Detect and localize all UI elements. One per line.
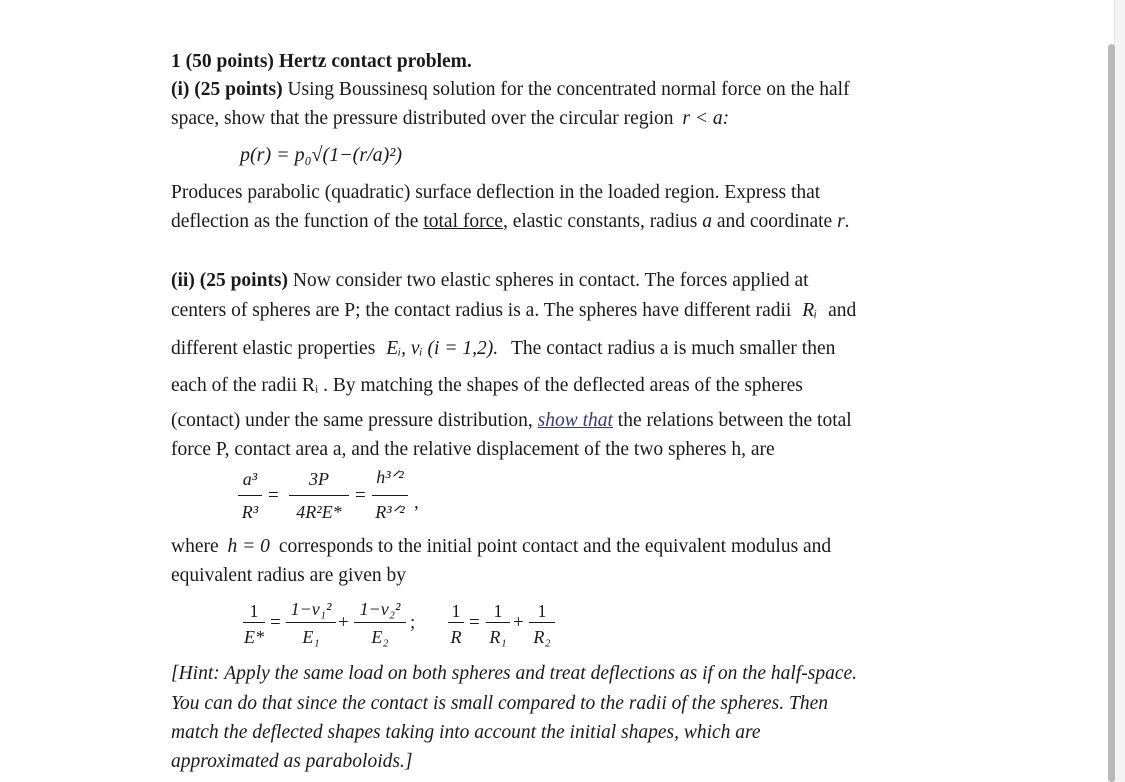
eq1-num-1: a³ [242, 469, 258, 489]
eq2-num-6: 1 [537, 601, 547, 621]
part2-line7 [171, 537, 831, 557]
eq2-den-1: E* [244, 627, 264, 647]
part2-line3 [171, 339, 835, 359]
text-span: . [844, 211, 850, 232]
part1-text-2: space, show that the pressure distributed over the circular region [171, 108, 674, 129]
eq2-den-3: E₂ [371, 627, 389, 647]
text-span: The contact radius a is much smaller then [511, 338, 836, 359]
part2-text-1: Now consider two elastic spheres in contact. The forces applied at [292, 270, 809, 291]
eq2-den-5: R₁ [489, 627, 507, 647]
eq2-num-4: 1 [451, 601, 461, 621]
part1-line2 [171, 109, 729, 129]
text-span: , elastic constants, radius [502, 211, 703, 232]
eq2-bar-1 [243, 622, 265, 623]
eq2-plus-2: + [513, 612, 524, 633]
part1-label: (i) (25 points) [171, 79, 283, 100]
part1-text-1: Using Boussinesq solution for the concentrated normal force on the half [287, 79, 850, 100]
part2-line6: force P, contact area a, and the relative displacement of the two spheres h, are [171, 439, 775, 460]
region-condition: r < a: [682, 108, 730, 129]
total-force-underlined: total force [423, 211, 503, 232]
text-span: deflection as the function of the [171, 211, 424, 232]
h-zero: h = 0 [227, 536, 270, 557]
viewer-edge [1114, 0, 1125, 782]
part2-text-2: centers of spheres are P; the contact radius is a. The spheres have different radii [171, 300, 792, 321]
eq2-den-6: R₂ [533, 627, 551, 647]
text-span: (contact) under the same pressure distribution, [171, 410, 538, 431]
hint-line-1: [Hint: Apply the same load on both spheres and treat deflections as if on the half-space. [171, 663, 858, 684]
eq2-bar-5 [486, 622, 510, 623]
part1-line1 [171, 80, 850, 100]
eq1-equals-2: = [355, 485, 366, 506]
problem-number: 1 (50 points) [171, 51, 274, 72]
eq2-equals-1: = [270, 612, 281, 633]
hint-line-3: match the deflected shapes taking into account the initial shapes, which are [171, 722, 761, 743]
part2-label: (ii) (25 points) [171, 270, 288, 291]
part2-text-3: different elastic properties [171, 338, 376, 359]
show-that-underlined: show that [537, 410, 613, 431]
text-span: where [171, 536, 219, 557]
eq1-equals-1: = [268, 485, 279, 506]
eq1-num-2: 3P [309, 469, 329, 489]
part2-line1 [171, 271, 809, 291]
part1-line3: Produces parabolic (quadratic) surface deflection in the loaded region. Express that [171, 182, 821, 203]
eq2-bar-4 [448, 622, 464, 623]
text-span: the relations between the total [612, 410, 852, 431]
eq1-bar-3 [372, 495, 408, 496]
eq2-den-4: R [450, 627, 462, 647]
eq2-num-5: 1 [493, 601, 503, 621]
eq2-plus-1: + [338, 612, 349, 633]
problem-title: Hertz contact problem. [278, 51, 472, 72]
eq1-bar-1 [238, 495, 262, 496]
eq1-comma: , [414, 492, 419, 513]
eq2-bar-2 [286, 622, 336, 623]
eq2-equals-2: = [469, 612, 480, 633]
eq1-den-1: R³ [241, 502, 259, 522]
part1-line4 [171, 212, 850, 232]
eq1-den-2: 4R²E* [296, 502, 342, 522]
eq2-num-1: 1 [249, 601, 259, 621]
eq2-den-2: E₁ [302, 627, 320, 647]
eq2-semicolon: ; [410, 612, 416, 633]
eq2-bar-3 [354, 622, 406, 623]
eq2-num-2: 1−ν₁² [290, 599, 332, 619]
eq1-num-3: h³ᐟ² [376, 467, 404, 487]
hint-line-2: You can do that since the contact is small compared to the radii of the spheres. Then [171, 693, 828, 714]
elastic-properties-symbols: Eᵢ, νᵢ (i = 1,2). [386, 338, 499, 359]
part2-line8: equivalent radius are given by [171, 565, 406, 586]
vertical-scrollbar[interactable] [1108, 44, 1115, 782]
var-a: a [702, 211, 712, 232]
eq2-bar-6 [529, 622, 555, 623]
eq1-bar-2 [289, 495, 349, 496]
hint-line-4: approximated as paraboloids.] [171, 751, 413, 772]
part2-line2 [171, 301, 856, 321]
problem-heading [171, 52, 472, 72]
text-span: corresponds to the initial point contact and the equivalent modulus and [278, 536, 832, 557]
pressure-formula: p(r) = p₀√(1−(r/a)²) [240, 144, 403, 166]
eq2-num-3: 1−ν₂² [359, 599, 401, 619]
var-r: r [837, 211, 845, 232]
part2-line5 [171, 411, 852, 431]
text-span: and [828, 300, 857, 321]
part2-line4: each of the radii Rᵢ . By matching the shapes of the deflected areas of the spheres [171, 375, 803, 396]
radii-symbol: Rᵢ [802, 300, 818, 321]
text-span: and coordinate [711, 211, 838, 232]
eq1-den-3: R³ᐟ² [375, 502, 405, 522]
